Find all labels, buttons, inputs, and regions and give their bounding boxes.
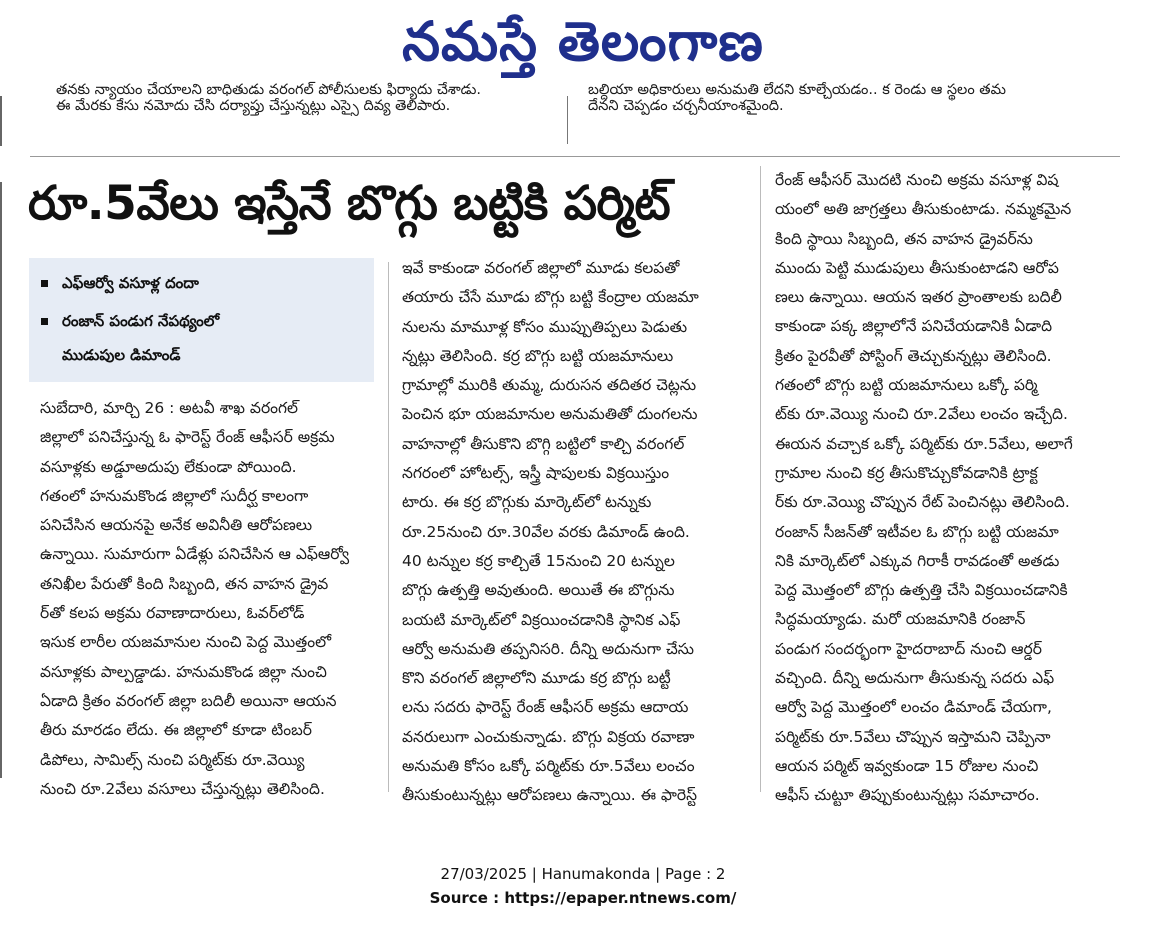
highlight-item: ఎఫ్ఆర్వో వసూళ్ల దందా [41,274,199,296]
highlight-item: రంజాన్ పండుగ నేపథ్యంలో [41,312,219,334]
article-text-line: కింది స్థాయి సిబ్బంది, తన వాహన డ్రైవర్‌ను [775,229,1033,248]
article-text-line: పండుగ సందర్భంగా హైదరాబాద్ నుంచి ఆర్డర్ [775,639,1042,658]
article-text-line: గతంలో బొగ్గు బట్టి యజమానులు ఒక్కో పర్మి [775,376,1038,395]
article-text-line: పర్మిట్‌కు రూ.5వేలు చొప్పున ఇస్తామని చెప్పినా [775,727,1051,746]
article-text-line: సుబేదారి, మార్చి 26 : అటవీ శాఖ వరంగల్ [40,399,299,417]
article-text-line: ర్‌తో కలప అక్రమ రవాణాదారులు, ఓవర్‌లోడ్ [40,604,305,623]
page-footer [0,862,1166,910]
article-text-line: న్నట్లు తెలిసింది. కర్ర బొగ్గు బట్టి యజమానులు [402,346,674,365]
article-text-line: బయటి మార్కెట్‌లో విక్రయించడానికి స్థానిక ఎఫ్ [402,610,681,629]
bullet-icon [41,318,48,325]
article-text-line: నగరంలో హోటల్స్, ఇస్త్రీ షాపులకు విక్రయిస్తుం [402,464,670,483]
article-text-line: లను సదరు ఫారెస్ట్ రేంజ్ ఆఫీసర్ అక్రమ ఆదాయ [402,698,689,717]
article-text-line: సిద్ధమయ్యాడు. మరో యజమానికి రంజాన్ [775,610,1026,629]
article-column-2 [402,254,750,811]
article-text-line: క్రితం పైరవీతో పోస్టింగ్ తెచ్చుకున్నట్లు తెలిసింది. [775,346,1052,365]
article-text-line: ఆర్వో అనుమతి తప్పనిసరి. దీన్ని అదునుగా చేసు [402,639,694,658]
text-line: దేనని చెప్పడం చర్చనీయాంశమైంది. [588,98,784,114]
edition-info: 27/03/2025 | Hanumakonda | Page : 2 [440,865,726,883]
article-text-line: ణలు ఉన్నాయి. ఆయన ఇతర ప్రాంతాలకు బదిలీ [775,288,1062,307]
column-divider [388,262,389,792]
article-text-line: బొగ్గు ఉత్పత్తి అవుతుంది. అయితే ఈ బొగ్గును [402,581,675,600]
horizontal-rule [30,156,1120,157]
article-text-line: నికి మార్కెట్‌లో ఎక్కువ గిరాకీ రావడంతో అతడు [775,551,1060,570]
highlight-item: ముడుపుల డిమాండ్ [62,346,181,364]
article-text-line: ఏడాది క్రితం వరంగల్ జిల్లా బదిలీ అయినా ఆయన [40,691,337,710]
newspaper-logo: నమస్తే తెలంగాణ [402,10,764,73]
article-text-line: 40 టన్నుల కర్ర కాల్చితే 15నుంచి 20 టన్నుల [402,551,675,570]
article-text-line: అనుమతి కోసం ఒక్కో పర్మిట్‌కు రూ.5వేలు లంచం [402,757,695,776]
article-headline: రూ.5వేలు ఇస్తేనే బొగ్గు బట్టికి పర్మిట్ [28,176,671,231]
article-text-line: కొని వరంగల్ జిల్లాలోని మూడు కర్ర బొగ్గు బట్టీ [402,669,671,688]
article-text-line: పెంచిన భూ యజమానుల అనుమతితో దుంగలను [402,405,698,424]
article-text-line: గ్రామాల నుంచి కర్ర తీసుకొచ్చుకోవడానికి ట్రాక్ట [775,463,1038,482]
source-link[interactable]: Source : https://epaper.ntnews.com/ [429,889,737,907]
bullet-icon [41,280,48,287]
article-column-1 [40,394,376,804]
article-text-line: ఆర్వో పెద్ద మొత్తంలో లంచం డిమాండ్ చేయగా, [775,698,1052,717]
article-text-line: టారు. ఈ కర్ర బొగ్గుకు మార్కెట్‌లో టన్నుకు [402,493,652,512]
article-text-line: గ్రామాల్లో మురికి తుమ్మ, దురుసన తదితర చెట్లను [402,376,697,395]
article-text-line: కాకుండా పక్క జిల్లాలోనే పనిచేయడానికి ఏడాది [775,317,1053,336]
article-text-line: తీసుకుంటున్నట్లు ఆరోపణలు ఉన్నాయి. ఈ ఫారెస్ట్ [402,786,697,805]
previous-article-right [588,82,1128,118]
column-divider [567,96,568,144]
cut-text-line: తనకు న్యాయం చేయాలని బాధితుడు వరంగల్ పోలీసులకు ఫిర్యాదు చేశాడు. [56,82,482,98]
article-text-line: నుంచి రూ.2వేలు వసూలు చేస్తున్నట్లు తెలిసింది. [40,779,325,798]
article-text-line: వాహనాల్లో తీసుకొని బొగ్గి బట్టిలో కాల్చి వరంగల్ [402,434,685,453]
previous-article-left [56,82,596,118]
highlights-box [29,258,374,382]
article-text-line: ముందు పెట్టి ముడుపులు తీసుకుంటాడని ఆరోప [775,258,1059,277]
article-column-3 [775,166,1123,811]
article-text-line: రూ.25నుంచి రూ.30వేల వరకు డిమాండ్ ఉంది. [402,522,690,541]
article-text-line: ఆఫీస్ చుట్టూ తిప్పుకుంటున్నట్లు సమాచారం. [775,786,1040,805]
article-text-line: ర్‌కు రూ.వెయ్యి చొప్పున రేట్ పెంచినట్లు తెలిసింది. [775,493,1070,512]
article-text-line: ఉన్నాయి. సుమారుగా ఏడేళ్లు పనిచేసిన ఆ ఎఫ్ఆర్వో [40,545,350,564]
article-text-line: రేంజ్ ఆఫీసర్ మొదటి నుంచి అక్రమ వసూళ్ల విష [775,171,1059,189]
article-text-line: ట్‌కు రూ.వెయ్యి నుంచి రూ.2వేలు లంచం ఇచ్చేది. [775,405,1068,424]
article-text-line: డిపోలు, సామిల్స్ నుంచి పర్మిట్‌కు రూ.వెయ్యి [40,750,305,769]
article-text-line: ఇసుక లారీల యజమానుల నుంచి పెద్ద మొత్తంలో [40,633,332,652]
article-text-line: ఇవే కాకుండా వరంగల్ జిల్లాలో మూడు కలపతో [402,259,680,277]
article-text-line: ఆయన పర్మిట్ ఇవ్వకుండా 15 రోజుల నుంచి [775,756,1039,775]
article-text-line: తనిఖీల పేరుతో కింది సిబ్బంది, తన వాహన డ్రైవ [40,574,329,593]
article-text-line: జిల్లాలో పనిచేస్తున్న ఓ ఫారెస్ట్ రేంజ్ ఆఫీసర్ అక్రమ [40,428,335,447]
article-text-line: వసూళ్లకు అడ్డూఅదుపు లేకుండా పోయింది. [40,457,297,476]
text-line: ఈ మేరకు కేసు నమోదు చేసి దర్యాప్తు చేస్తున్నట్లు ఎస్సై దివ్య తెలిపారు. [56,98,451,114]
previous-article-strip [0,82,1166,154]
article-text-line: గతంలో హనుమకొండ జిల్లాలో సుదీర్ఘ కాలంగా [40,486,309,505]
article-text-line: వచ్చింది. దీన్ని అదునుగా తీసుకున్న సదరు ఎఫ్ [775,669,1055,688]
article-text-line: పనిచేసిన ఆయనపై అనేక అవినీతి ఆరోపణలు [40,516,313,535]
article-text-line: యంలో అతి జాగ్రత్తలు తీసుకుంటాడు. నమ్మకమైన [775,200,1072,219]
article-text-line: పెద్ద మొత్తంలో బొగ్గు ఉత్పత్తి చేసి విక్రయించడానికి [775,581,1068,600]
column-divider [760,166,761,792]
article-text-line: తీరు మారడం లేదు. ఈ జిల్లాలో కూడా టింబర్ [40,721,312,740]
article-text-line: వనరులుగా ఎంచుకున్నాడు. బొగ్గు విక్రయ రవాణా [402,727,695,746]
cut-text-line: బల్దియా అధికారులు అనుమతి లేదని కూల్చేయడం.. క రెండు ఆ స్థలం తమ [588,82,1006,98]
article-text-line: ఈయన వచ్చాక ఒక్కో పర్మిట్‌కు రూ.5వేలు, అలాగే [775,434,1073,453]
article-text-line: నులను మామూళ్ల కోసం ముప్పుతిప్పలు పెడుతు [402,317,688,336]
article-text-line: రంజాన్ సీజన్‌తో ఇటీవల ఓ బొగ్గు బట్టి యజమా [775,522,1059,541]
column-rule [0,182,2,778]
article-text-line: వసూళ్లకు పాల్పడ్డాడు. హనుమకొండ జిల్లా నుంచి [40,662,327,681]
article-text-line: తయారు చేసే మూడు బొగ్గు బట్టి కేంద్రాల యజమా [402,288,699,307]
